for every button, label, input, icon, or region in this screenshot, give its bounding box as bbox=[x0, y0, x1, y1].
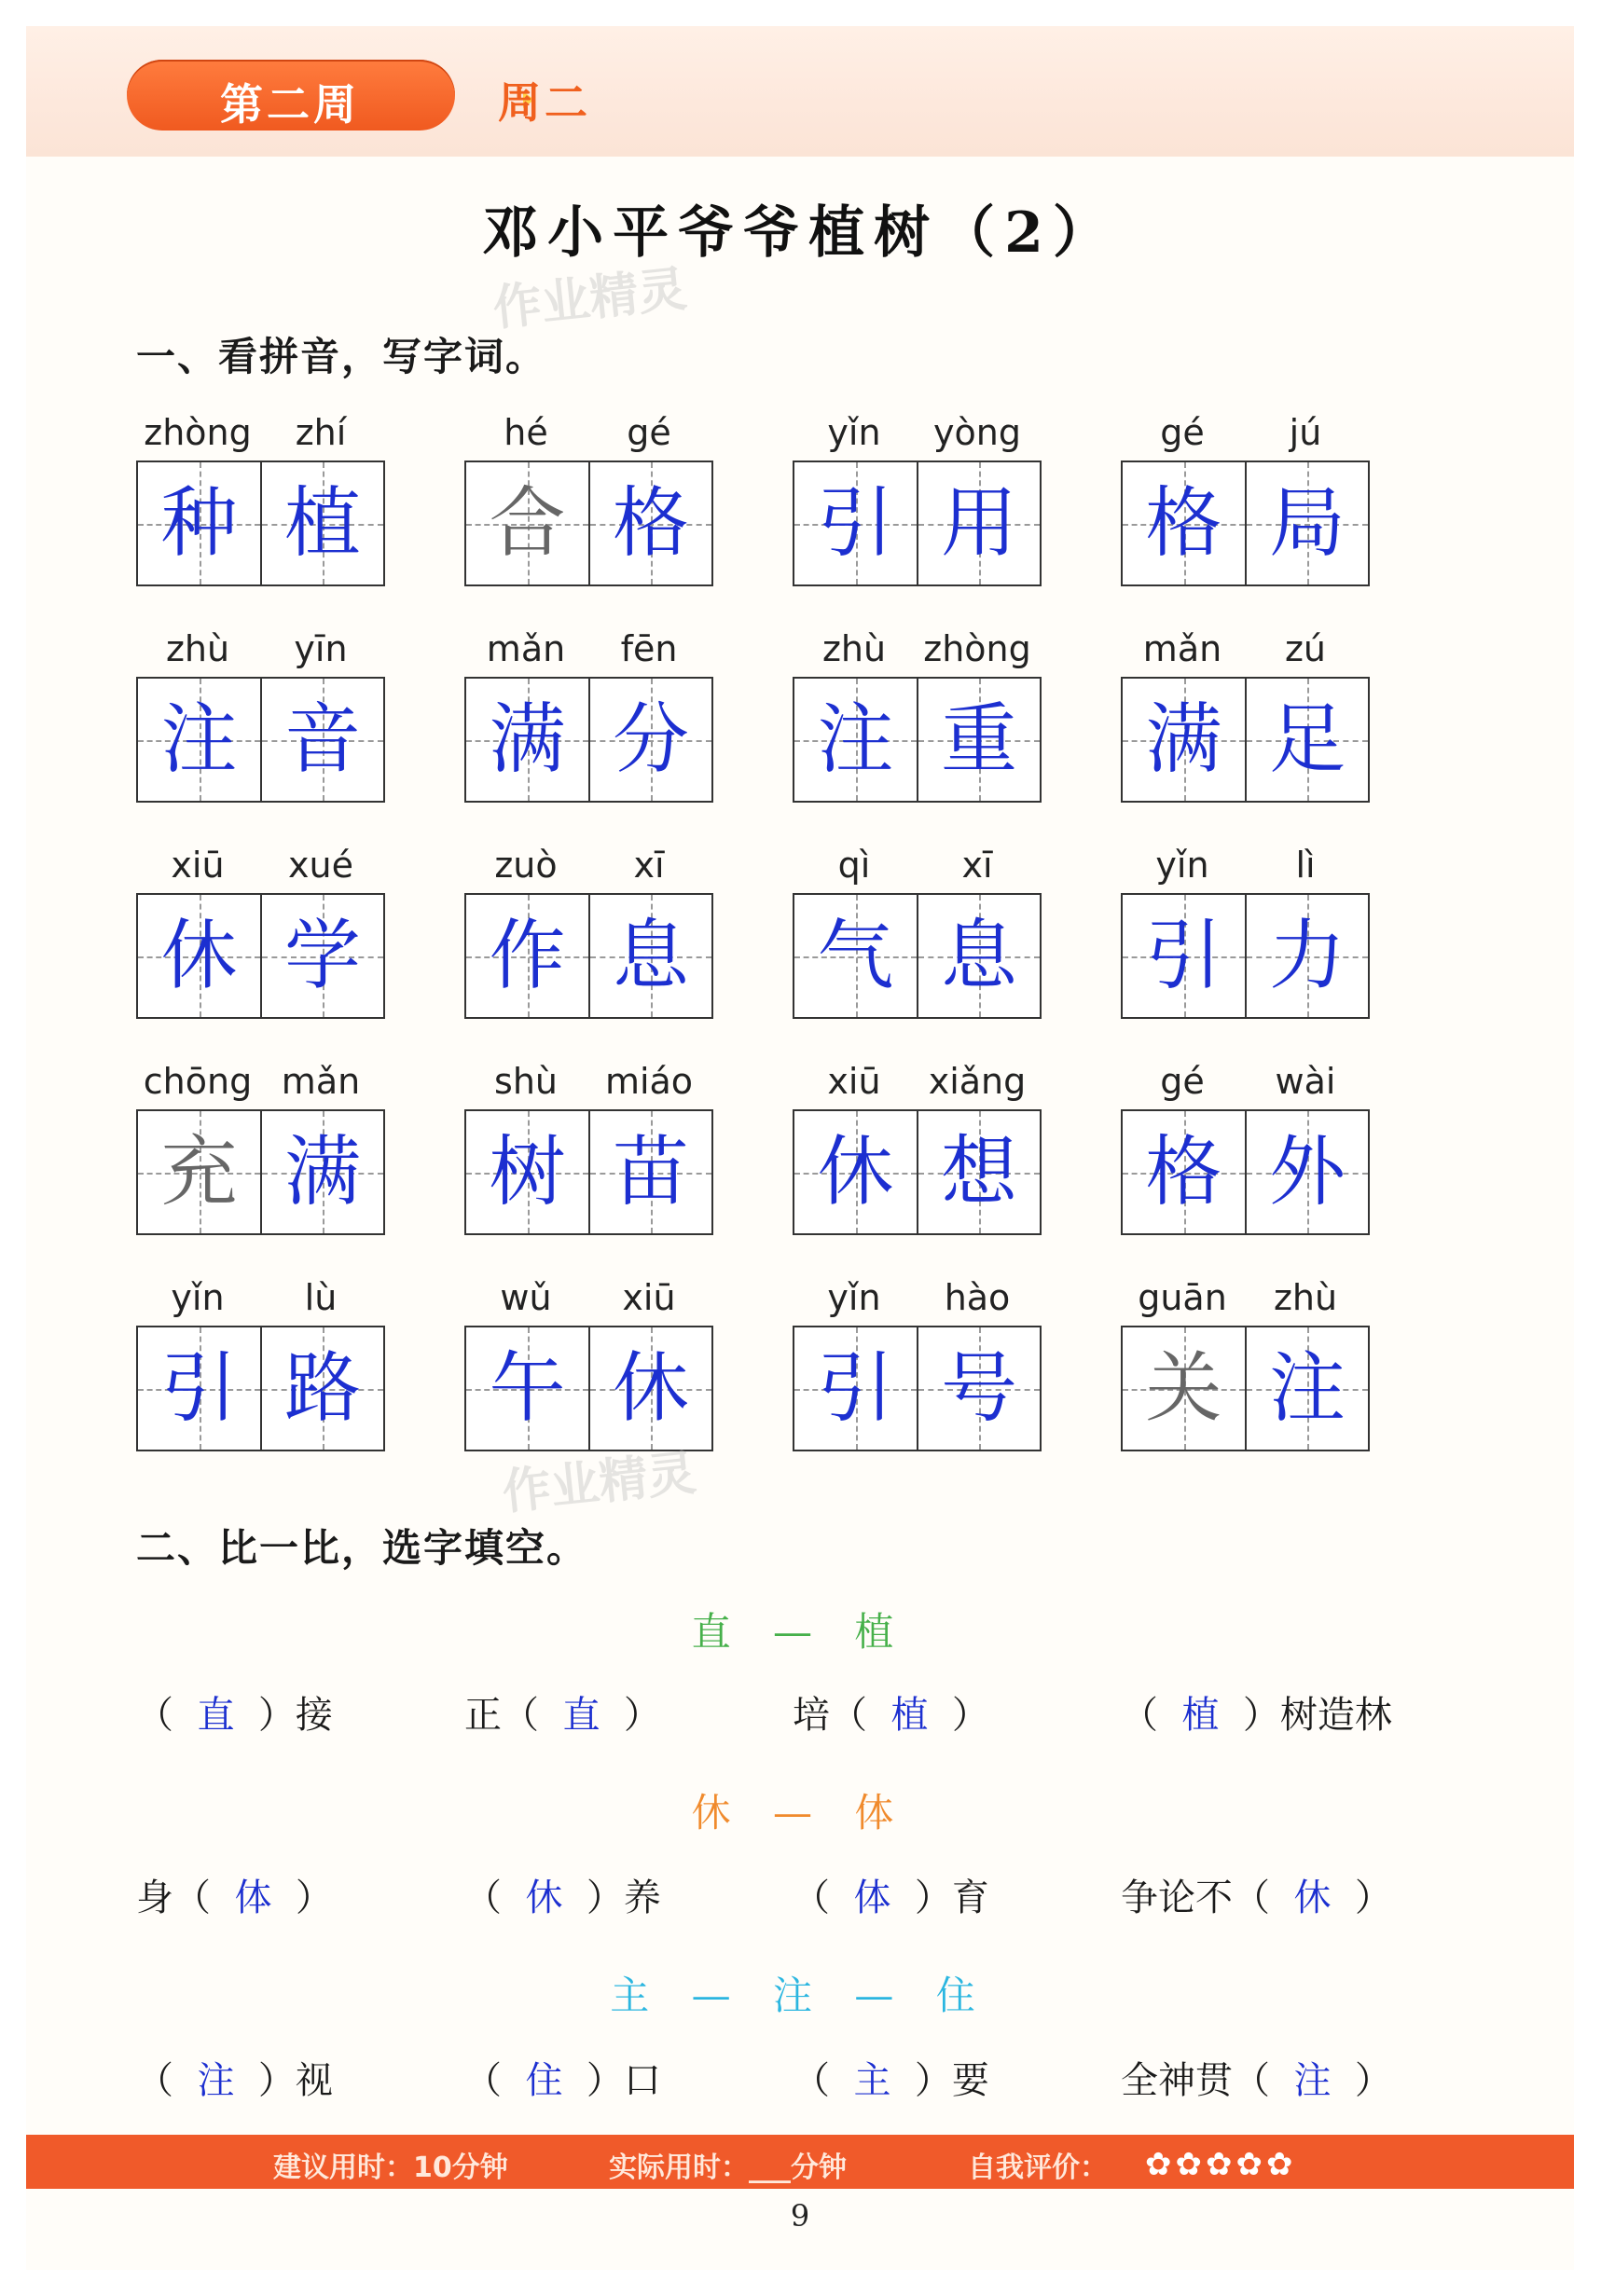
word-box bbox=[464, 1061, 711, 1261]
tianzige-cell[interactable] bbox=[1123, 895, 1245, 1017]
tianzige-cell[interactable] bbox=[917, 1111, 1040, 1233]
pinyin-label: wǔ bbox=[500, 1277, 552, 1318]
fill-blank-item bbox=[464, 1685, 661, 1739]
pinyin-label: hé bbox=[504, 412, 548, 453]
tianzige-cell[interactable] bbox=[588, 895, 711, 1017]
word-box bbox=[464, 412, 711, 612]
fill-prefix: （ bbox=[464, 2059, 526, 2102]
tianzige-cell[interactable] bbox=[1123, 1111, 1245, 1233]
tianzige-box bbox=[464, 893, 713, 1019]
hanzi-answer: 号 bbox=[940, 1344, 1017, 1433]
tianzige-cell[interactable] bbox=[138, 462, 260, 584]
fill-blank-item bbox=[793, 1868, 989, 1921]
tianzige-cell[interactable] bbox=[917, 462, 1040, 584]
word-box bbox=[136, 412, 383, 612]
pinyin-label: yòng bbox=[933, 412, 1021, 453]
fill-blank-item bbox=[1121, 1868, 1392, 1921]
fill-suffix: ）育 bbox=[890, 1877, 989, 1919]
fill-answer[interactable]: 休 bbox=[525, 1877, 563, 1919]
pinyin-label: yǐn bbox=[827, 412, 881, 453]
self-eval-label: 自我评价： bbox=[968, 2152, 1108, 2184]
pinyin-label: xiū bbox=[171, 845, 225, 886]
tianzige-cell[interactable] bbox=[794, 462, 917, 584]
fill-answer[interactable]: 体 bbox=[234, 1877, 272, 1919]
hanzi-answer: 学 bbox=[283, 912, 361, 1000]
fill-answer[interactable]: 注 bbox=[197, 2059, 235, 2102]
tianzige-cell[interactable] bbox=[466, 679, 588, 801]
fill-suffix: ） bbox=[928, 1694, 989, 1737]
fill-prefix: （ bbox=[464, 1877, 526, 1919]
page-title: 邓小平爷爷植树（2） bbox=[482, 200, 1118, 266]
fill-prefix: （ bbox=[1121, 1694, 1182, 1737]
hanzi-answer: 力 bbox=[1268, 912, 1346, 1000]
fill-answer[interactable]: 注 bbox=[1293, 2059, 1332, 2102]
hanzi-answer: 满 bbox=[283, 1128, 361, 1217]
tianzige-cell[interactable] bbox=[794, 895, 917, 1017]
word-box bbox=[464, 628, 711, 829]
fill-suffix: ） bbox=[1331, 1877, 1392, 1919]
tianzige-cell[interactable] bbox=[1245, 895, 1368, 1017]
tianzige-cell[interactable] bbox=[466, 895, 588, 1017]
pinyin-label: lù bbox=[304, 1277, 338, 1318]
tianzige-cell[interactable] bbox=[917, 1327, 1040, 1450]
tianzige-cell[interactable] bbox=[588, 462, 711, 584]
page-number: 9 bbox=[790, 2198, 810, 2234]
fill-blank-item bbox=[793, 2051, 989, 2104]
hanzi-answer: 休 bbox=[160, 912, 238, 1000]
fill-answer[interactable]: 植 bbox=[1181, 1694, 1220, 1737]
fill-prefix: 争论不（ bbox=[1121, 1877, 1294, 1919]
watermark-logo: 作业精灵 bbox=[500, 1445, 699, 1521]
tianzige-cell[interactable] bbox=[1123, 679, 1245, 801]
word-box bbox=[793, 412, 1040, 612]
tianzige-cell[interactable] bbox=[588, 1327, 711, 1450]
rating-stars-icon[interactable]: ✿✿✿✿✿ bbox=[1145, 2146, 1297, 2183]
fill-suffix: ）接 bbox=[234, 1694, 333, 1737]
tianzige-cell[interactable] bbox=[794, 679, 917, 801]
watermark-logo: 作业精灵 bbox=[490, 261, 690, 337]
tianzige-box bbox=[136, 1109, 385, 1235]
tianzige-cell[interactable] bbox=[794, 1111, 917, 1233]
section2-heading: 二、比一比，选字填空。 bbox=[136, 1525, 588, 1571]
char-compare-pair: 主 — 注 — 住 bbox=[610, 1973, 990, 2018]
tianzige-cell[interactable] bbox=[917, 895, 1040, 1017]
pinyin-label: hào bbox=[944, 1277, 1011, 1318]
tianzige-box bbox=[464, 1326, 713, 1451]
hanzi-answer: 作 bbox=[489, 912, 566, 1000]
pinyin-label: shù bbox=[494, 1061, 558, 1102]
tianzige-box bbox=[464, 1109, 713, 1235]
fill-suffix: ）口 bbox=[562, 2059, 661, 2102]
pinyin-label: zhù bbox=[821, 628, 887, 669]
fill-prefix: （ bbox=[136, 2059, 198, 2102]
tianzige-cell[interactable] bbox=[260, 679, 383, 801]
hanzi-answer: 注 bbox=[1268, 1344, 1346, 1433]
footer-bar bbox=[26, 2135, 1574, 2189]
tianzige-cell[interactable] bbox=[1123, 462, 1245, 584]
pinyin-label: qì bbox=[837, 845, 871, 886]
hanzi-answer: 满 bbox=[1145, 695, 1222, 784]
tianzige-cell[interactable] bbox=[260, 1111, 383, 1233]
hanzi-answer: 重 bbox=[940, 695, 1017, 784]
hanzi-answer: 足 bbox=[1268, 695, 1346, 784]
hanzi-answer: 植 bbox=[283, 479, 361, 568]
fill-prefix: （ bbox=[793, 2059, 854, 2102]
section1-heading: 一、看拼音，写字词。 bbox=[136, 334, 547, 379]
hanzi-answer: 引 bbox=[817, 1344, 894, 1433]
suggested-time: 建议用时：10分钟 bbox=[273, 2152, 508, 2184]
hanzi-answer: 午 bbox=[489, 1344, 566, 1433]
fill-answer[interactable]: 植 bbox=[890, 1694, 929, 1737]
tianzige-box bbox=[793, 1109, 1042, 1235]
pinyin-label: zuò bbox=[494, 845, 558, 886]
word-box bbox=[1121, 845, 1368, 1045]
pinyin-label: mǎn bbox=[281, 1061, 361, 1102]
pinyin-label: fēn bbox=[620, 628, 678, 669]
pinyin-label: xī bbox=[961, 845, 993, 886]
pinyin-label: gé bbox=[627, 412, 671, 453]
fill-suffix: ）要 bbox=[890, 2059, 989, 2102]
fill-suffix: ） bbox=[1331, 2059, 1392, 2102]
hanzi-answer: 息 bbox=[612, 912, 689, 1000]
pinyin-label: mǎn bbox=[1142, 628, 1222, 669]
hanzi-answer: 休 bbox=[817, 1128, 894, 1217]
fill-prefix: （ bbox=[793, 1877, 854, 1919]
pinyin-label: mǎn bbox=[486, 628, 566, 669]
header-band bbox=[26, 26, 1574, 157]
fill-blank-item bbox=[464, 1868, 661, 1921]
hanzi-answer: 满 bbox=[489, 695, 566, 784]
word-box bbox=[793, 1277, 1040, 1478]
pinyin-label: zhí bbox=[295, 412, 347, 453]
fill-blank-item bbox=[1121, 1685, 1392, 1739]
tianzige-cell[interactable] bbox=[1245, 1111, 1368, 1233]
tianzige-cell[interactable] bbox=[466, 1111, 588, 1233]
hanzi-answer: 音 bbox=[283, 695, 361, 784]
fill-suffix: ） bbox=[271, 1877, 333, 1919]
fill-answer[interactable]: 住 bbox=[525, 2059, 563, 2102]
tianzige-cell[interactable] bbox=[260, 462, 383, 584]
hanzi-answer: 格 bbox=[1145, 479, 1222, 568]
fill-prefix: 身（ bbox=[136, 1877, 235, 1919]
fill-blank-item bbox=[136, 1868, 333, 1921]
hanzi-answer: 路 bbox=[283, 1344, 361, 1433]
pinyin-label: xī bbox=[633, 845, 665, 886]
tianzige-box bbox=[1121, 461, 1370, 586]
word-box bbox=[793, 628, 1040, 829]
fill-answer[interactable]: 直 bbox=[197, 1694, 235, 1737]
hanzi-answer: 气 bbox=[817, 912, 894, 1000]
tianzige-box bbox=[1121, 893, 1370, 1019]
word-box bbox=[1121, 1277, 1368, 1478]
pinyin-label: xiū bbox=[827, 1061, 881, 1102]
hanzi-answer: 格 bbox=[1145, 1128, 1222, 1217]
fill-blank-item bbox=[464, 2051, 661, 2104]
hanzi-answer: 格 bbox=[612, 479, 689, 568]
tianzige-cell[interactable] bbox=[466, 462, 588, 584]
pinyin-label: gé bbox=[1160, 412, 1205, 453]
tianzige-cell[interactable] bbox=[1245, 462, 1368, 584]
tianzige-cell[interactable] bbox=[138, 679, 260, 801]
tianzige-box bbox=[1121, 1109, 1370, 1235]
pinyin-label: zhòng bbox=[923, 628, 1031, 669]
worksheet-page bbox=[26, 26, 1574, 2270]
fill-answer[interactable]: 主 bbox=[853, 2059, 891, 2102]
tianzige-box bbox=[136, 677, 385, 803]
pinyin-label: gé bbox=[1160, 1061, 1205, 1102]
tianzige-box bbox=[136, 1326, 385, 1451]
tianzige-box bbox=[1121, 1326, 1370, 1451]
tianzige-cell[interactable] bbox=[1123, 1327, 1245, 1450]
tianzige-box bbox=[464, 461, 713, 586]
tianzige-box bbox=[1121, 677, 1370, 803]
hanzi-answer: 分 bbox=[612, 695, 689, 784]
hanzi-answer: 注 bbox=[817, 695, 894, 784]
hanzi-answer: 局 bbox=[1268, 479, 1346, 568]
tianzige-box bbox=[793, 461, 1042, 586]
pinyin-label: lì bbox=[1295, 845, 1316, 886]
char-compare-pair: 直 — 植 bbox=[691, 1609, 909, 1655]
word-box bbox=[136, 628, 383, 829]
pinyin-label: xué bbox=[288, 845, 353, 886]
hanzi-answer: 合 bbox=[489, 479, 566, 568]
pinyin-label: miáo bbox=[604, 1061, 694, 1102]
tianzige-cell[interactable] bbox=[917, 679, 1040, 801]
hanzi-answer: 充 bbox=[160, 1128, 238, 1217]
tianzige-box bbox=[793, 893, 1042, 1019]
tianzige-box bbox=[793, 677, 1042, 803]
hanzi-answer: 树 bbox=[489, 1128, 566, 1217]
fill-blank-item bbox=[136, 2051, 333, 2104]
hanzi-answer: 息 bbox=[940, 912, 1017, 1000]
pinyin-label: xiǎng bbox=[928, 1061, 1027, 1102]
pinyin-label: yīn bbox=[294, 628, 348, 669]
pinyin-label: yǐn bbox=[827, 1277, 881, 1318]
word-box bbox=[464, 1277, 711, 1478]
fill-answer[interactable]: 直 bbox=[562, 1694, 600, 1737]
hanzi-answer: 引 bbox=[817, 479, 894, 568]
pinyin-label: zhù bbox=[165, 628, 230, 669]
hanzi-answer: 苗 bbox=[612, 1128, 689, 1217]
tianzige-cell[interactable] bbox=[260, 1327, 383, 1450]
tianzige-cell[interactable] bbox=[794, 1327, 917, 1450]
fill-suffix: ）养 bbox=[562, 1877, 661, 1919]
word-box bbox=[136, 1277, 383, 1478]
pinyin-label: yǐn bbox=[171, 1277, 225, 1318]
tianzige-cell[interactable] bbox=[138, 1327, 260, 1450]
word-box bbox=[1121, 412, 1368, 612]
pinyin-label: wài bbox=[1275, 1061, 1336, 1102]
word-box bbox=[136, 1061, 383, 1261]
pinyin-label: xiū bbox=[622, 1277, 676, 1318]
tianzige-box bbox=[136, 893, 385, 1019]
pinyin-label: zhòng bbox=[144, 412, 252, 453]
tianzige-cell[interactable] bbox=[260, 895, 383, 1017]
pinyin-label: yǐn bbox=[1155, 845, 1209, 886]
hanzi-answer: 种 bbox=[160, 479, 238, 568]
word-box bbox=[793, 1061, 1040, 1261]
day-label: 周二 bbox=[498, 77, 591, 128]
fill-prefix: （ bbox=[136, 1694, 198, 1737]
tianzige-box bbox=[793, 1326, 1042, 1451]
fill-answer[interactable]: 体 bbox=[853, 1877, 891, 1919]
hanzi-answer: 外 bbox=[1268, 1128, 1346, 1217]
tianzige-cell[interactable] bbox=[138, 895, 260, 1017]
tianzige-cell[interactable] bbox=[1245, 679, 1368, 801]
hanzi-answer: 引 bbox=[160, 1344, 238, 1433]
week-label: 第二周 bbox=[220, 79, 360, 130]
pinyin-label: jú bbox=[1289, 412, 1322, 453]
pinyin-label: zú bbox=[1284, 628, 1327, 669]
fill-prefix: 正（ bbox=[464, 1694, 563, 1737]
hanzi-answer: 用 bbox=[940, 479, 1017, 568]
fill-prefix: 全神贯（ bbox=[1121, 2059, 1294, 2102]
fill-answer[interactable]: 休 bbox=[1293, 1877, 1332, 1919]
week-badge bbox=[127, 60, 455, 131]
hanzi-answer: 关 bbox=[1145, 1344, 1222, 1433]
tianzige-cell[interactable] bbox=[588, 679, 711, 801]
tianzige-box bbox=[464, 677, 713, 803]
word-box bbox=[1121, 1061, 1368, 1261]
actual-time: 实际用时：___分钟 bbox=[609, 2152, 847, 2184]
fill-suffix: ）视 bbox=[234, 2059, 333, 2102]
fill-suffix: ） bbox=[600, 1694, 661, 1737]
tianzige-box bbox=[136, 461, 385, 586]
tianzige-cell[interactable] bbox=[466, 1327, 588, 1450]
fill-blank-item bbox=[1121, 2051, 1392, 2104]
fill-blank-item bbox=[793, 1685, 989, 1739]
pinyin-label: chōng bbox=[143, 1061, 253, 1102]
tianzige-cell[interactable] bbox=[1245, 1327, 1368, 1450]
word-box bbox=[793, 845, 1040, 1045]
pinyin-label: zhù bbox=[1273, 1277, 1338, 1318]
fill-blank-item bbox=[136, 1685, 333, 1739]
hanzi-answer: 引 bbox=[1145, 912, 1222, 1000]
word-box bbox=[136, 845, 383, 1045]
tianzige-cell[interactable] bbox=[138, 1111, 260, 1233]
pinyin-label: guān bbox=[1138, 1277, 1227, 1318]
word-box bbox=[1121, 628, 1368, 829]
hanzi-answer: 注 bbox=[160, 695, 238, 784]
hanzi-answer: 休 bbox=[612, 1344, 689, 1433]
hanzi-answer: 想 bbox=[940, 1128, 1017, 1217]
char-compare-pair: 休 — 体 bbox=[691, 1790, 909, 1835]
fill-suffix: ）树造林 bbox=[1219, 1694, 1392, 1737]
word-box bbox=[464, 845, 711, 1045]
tianzige-cell[interactable] bbox=[588, 1111, 711, 1233]
fill-prefix: 培（ bbox=[793, 1694, 891, 1737]
